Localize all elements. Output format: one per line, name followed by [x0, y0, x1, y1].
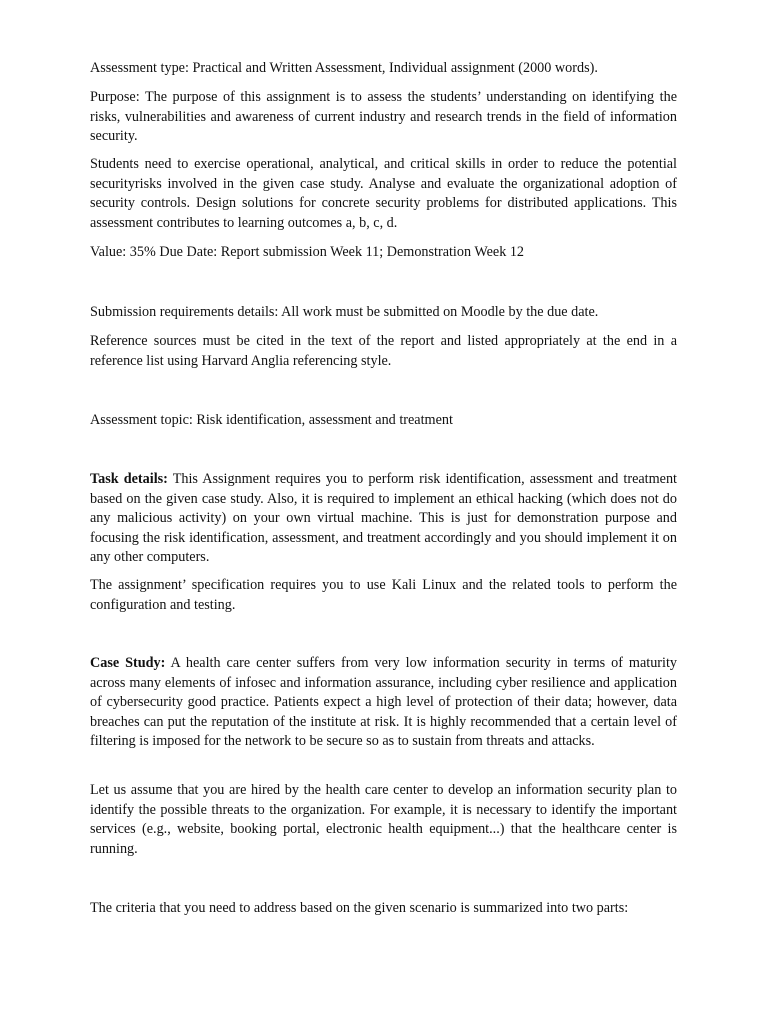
let-us-assume-paragraph: Let us assume that you are hired by the health care center to develop an information security plan to identify the possible threats to the organization. For example, it is necessary to identify the important services (e.g., website, booking portal, electronic health equipment...) that the healthcare center is running. — [90, 782, 677, 857]
case-study-paragraph — [90, 654, 677, 752]
submission-requirements-text: Submission requirements details: All work must be submitted on Moodle by the due date. — [90, 304, 599, 320]
task-details-paragraph — [90, 470, 677, 568]
case-study-label: Case Study: — [90, 655, 166, 671]
value-due-date-text: Value: 35% Due Date: Report submission Week 11; Demonstration Week 12 — [90, 244, 525, 260]
specification-paragraph: The assignment’ specification requires you to use Kali Linux and the related tools to perform the configuration and testing. — [90, 577, 677, 613]
assessment-topic-text: Assessment topic: Risk identification, assessment and treatment — [90, 412, 453, 428]
assessment-type-text: Assessment type: Practical and Written Assessment, Individual assignment (2000 words). — [90, 60, 598, 76]
purpose-paragraph: Purpose: The purpose of this assignment is to assess the students’ understanding on identifying the risks, vulnerabilities and awareness of current industry and research trends in the field of information security. — [90, 89, 677, 145]
reference-paragraph: Reference sources must be cited in the text of the report and listed appropriately at the end in a reference list using Harvard Anglia referencing style. — [90, 333, 677, 369]
students-need-paragraph: Students need to exercise operational, analytical, and critical skills in order to reduce the potential securityrisks involved in the given case study. Analyse and evaluate the organizational adoption of security controls. Design solutions for concrete security problems for distributed applications. This assessment contributes to learning outcomes a, b, c, d. — [90, 156, 677, 231]
task-details-label: Task details: — [90, 471, 168, 487]
task-details-text: This Assignment requires you to perform risk identification, assessment and treatment based on the given case study. Also, it is required to implement an ethical hacking (which does not do any malicious activity) on your own virtual machine. This is just for demonstration purpose and focusing the risk identification, assessment, and treatment accordingly and you should implement it on any other computers. — [90, 471, 677, 566]
case-study-text: A health care center suffers from very low information security in terms of maturity across many elements of infosec and information assurance, including cyber resilience and application of cybersecurity good practice. Patients expect a high level of protection of their data; however, data breaches can put the reputation of the institute at risk. It is highly recommended that a certain level of filtering is imposed for the network to be secure so as to sustain from threats and attacks. — [90, 655, 677, 750]
criteria-text: The criteria that you need to address based on the given scenario is summarized into two parts: — [90, 900, 629, 916]
